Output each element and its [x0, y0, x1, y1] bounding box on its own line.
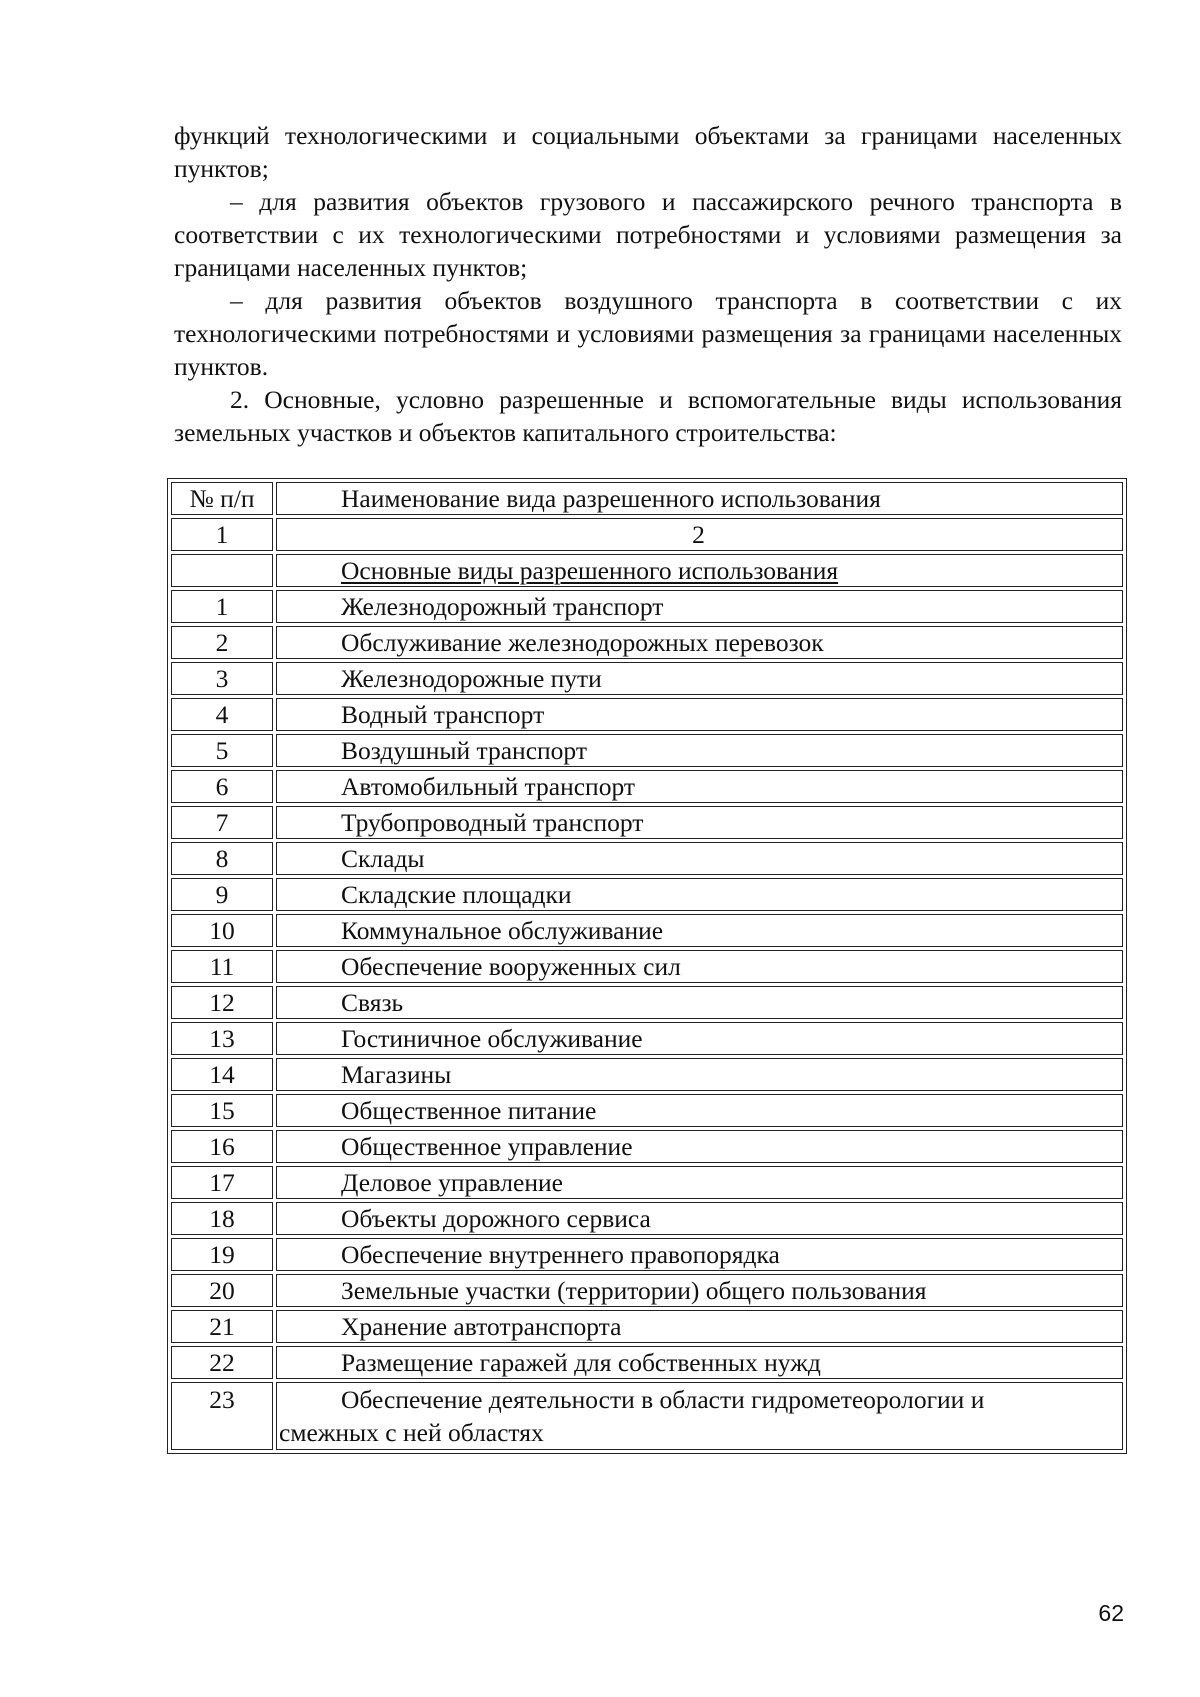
- row-name: Автомобильный транспорт: [276, 770, 1123, 803]
- row-number: 3: [171, 662, 273, 695]
- header-num-cell: № п/п: [171, 482, 273, 515]
- row-name: Гостиничное обслуживание: [276, 1022, 1123, 1055]
- table-row: [171, 698, 1123, 731]
- table-row: [171, 1274, 1123, 1307]
- row-number: 2: [171, 626, 273, 659]
- row-number: 14: [171, 1058, 273, 1091]
- row-number: 1: [171, 590, 273, 623]
- table-row: [171, 914, 1123, 947]
- table-row: [171, 986, 1123, 1019]
- row-name: Общественное управление: [276, 1130, 1123, 1163]
- row-name: [276, 1382, 1123, 1450]
- row-number: 10: [171, 914, 273, 947]
- row-name: Коммунальное обслуживание: [276, 914, 1123, 947]
- row-name: Железнодорожные пути: [276, 662, 1123, 695]
- row-name: Обеспечение внутреннего правопорядка: [276, 1238, 1123, 1271]
- row-name: Земельные участки (территории) общего пользования: [276, 1274, 1123, 1307]
- column-number-row: [171, 518, 1123, 551]
- section-title-row: [171, 554, 1123, 587]
- row-name: Водный транспорт: [276, 698, 1123, 731]
- row-number: 8: [171, 842, 273, 875]
- row-name: Деловое управление: [276, 1166, 1123, 1199]
- row-name: Воздушный транспорт: [276, 734, 1123, 767]
- row-name: Размещение гаражей для собственных нужд: [276, 1346, 1123, 1379]
- section-num-cell: [171, 554, 273, 587]
- row-number: 19: [171, 1238, 273, 1271]
- row-number: 7: [171, 806, 273, 839]
- row-number: 22: [171, 1346, 273, 1379]
- table-row: [171, 950, 1123, 983]
- row-name: Общественное питание: [276, 1094, 1123, 1127]
- body-text: [174, 119, 1122, 449]
- paragraph-land-use-types: 2. Основные, условно разрешенные и вспомогательные виды использования земельных участков и объектов капитального строительства:: [174, 385, 1122, 447]
- table-row: [171, 1166, 1123, 1199]
- row-name: Складские площадки: [276, 878, 1123, 911]
- table-row: [171, 1346, 1123, 1379]
- table-row: [171, 1094, 1123, 1127]
- row-name: Обеспечение вооруженных сил: [276, 950, 1123, 983]
- row-number: 18: [171, 1202, 273, 1235]
- row-number: 20: [171, 1274, 273, 1307]
- column-number-2: 2: [276, 518, 1123, 551]
- table-row: [171, 1310, 1123, 1343]
- table-row: [171, 770, 1123, 803]
- row-name: Объекты дорожного сервиса: [276, 1202, 1123, 1235]
- row-number: 4: [171, 698, 273, 731]
- table-header-row: [171, 482, 1123, 515]
- table-row: [171, 662, 1123, 695]
- table-row: [171, 806, 1123, 839]
- row-number: 17: [171, 1166, 273, 1199]
- table-body: [171, 482, 1123, 1450]
- table-row: [171, 1238, 1123, 1271]
- column-number-1: 1: [171, 518, 273, 551]
- row-number: 12: [171, 986, 273, 1019]
- row-number: 21: [171, 1310, 273, 1343]
- row-number: 11: [171, 950, 273, 983]
- table-row: [171, 878, 1123, 911]
- header-name-cell: Наименование вида разрешенного использования: [276, 482, 1123, 515]
- row-number: 6: [171, 770, 273, 803]
- row-number: 9: [171, 878, 273, 911]
- table-row: [171, 1202, 1123, 1235]
- section-title: Основные виды разрешенного использования: [341, 555, 839, 585]
- table-row: [171, 590, 1123, 623]
- page-number: 62: [1098, 1600, 1124, 1626]
- table-row: [171, 1022, 1123, 1055]
- table-row: [171, 842, 1123, 875]
- section-title-cell: [276, 554, 1123, 587]
- paragraph-air-transport: – для развития объектов воздушного транспорта в соответствии с их технологическими потребностями и условиями размещения за границами населенных пунктов.: [174, 286, 1122, 381]
- table-row-multiline: [171, 1382, 1123, 1450]
- table-row: [171, 1130, 1123, 1163]
- row-number: 5: [171, 734, 273, 767]
- table-row: [171, 626, 1123, 659]
- row-number: 16: [171, 1130, 273, 1163]
- table-row: [171, 1058, 1123, 1091]
- row-name: Магазины: [276, 1058, 1123, 1091]
- row-name: Хранение автотранспорта: [276, 1310, 1123, 1343]
- land-use-table: [167, 478, 1127, 1454]
- row-name: Склады: [276, 842, 1123, 875]
- row-number: 13: [171, 1022, 273, 1055]
- paragraph-river-transport: – для развития объектов грузового и пассажирского речного транспорта в соответствии с их технологическими потребностями и условиями размещения за границами населенных пунктов;: [174, 187, 1122, 282]
- row-name: Железнодорожный транспорт: [276, 590, 1123, 623]
- row-name: Трубопроводный транспорт: [276, 806, 1123, 839]
- row-name-line-2: смежных с ней областях: [279, 1418, 544, 1447]
- table-row: [171, 734, 1123, 767]
- row-number: 15: [171, 1094, 273, 1127]
- row-number: 23: [171, 1382, 273, 1450]
- row-name: Связь: [276, 986, 1123, 1019]
- row-name-line-1: Обеспечение деятельности в области гидрометеорологии и: [341, 1385, 985, 1414]
- row-name: Обслуживание железнодорожных перевозок: [276, 626, 1123, 659]
- paragraph-continuation: функций технологическими и социальными объектами за границами населенных пунктов;: [174, 121, 1122, 183]
